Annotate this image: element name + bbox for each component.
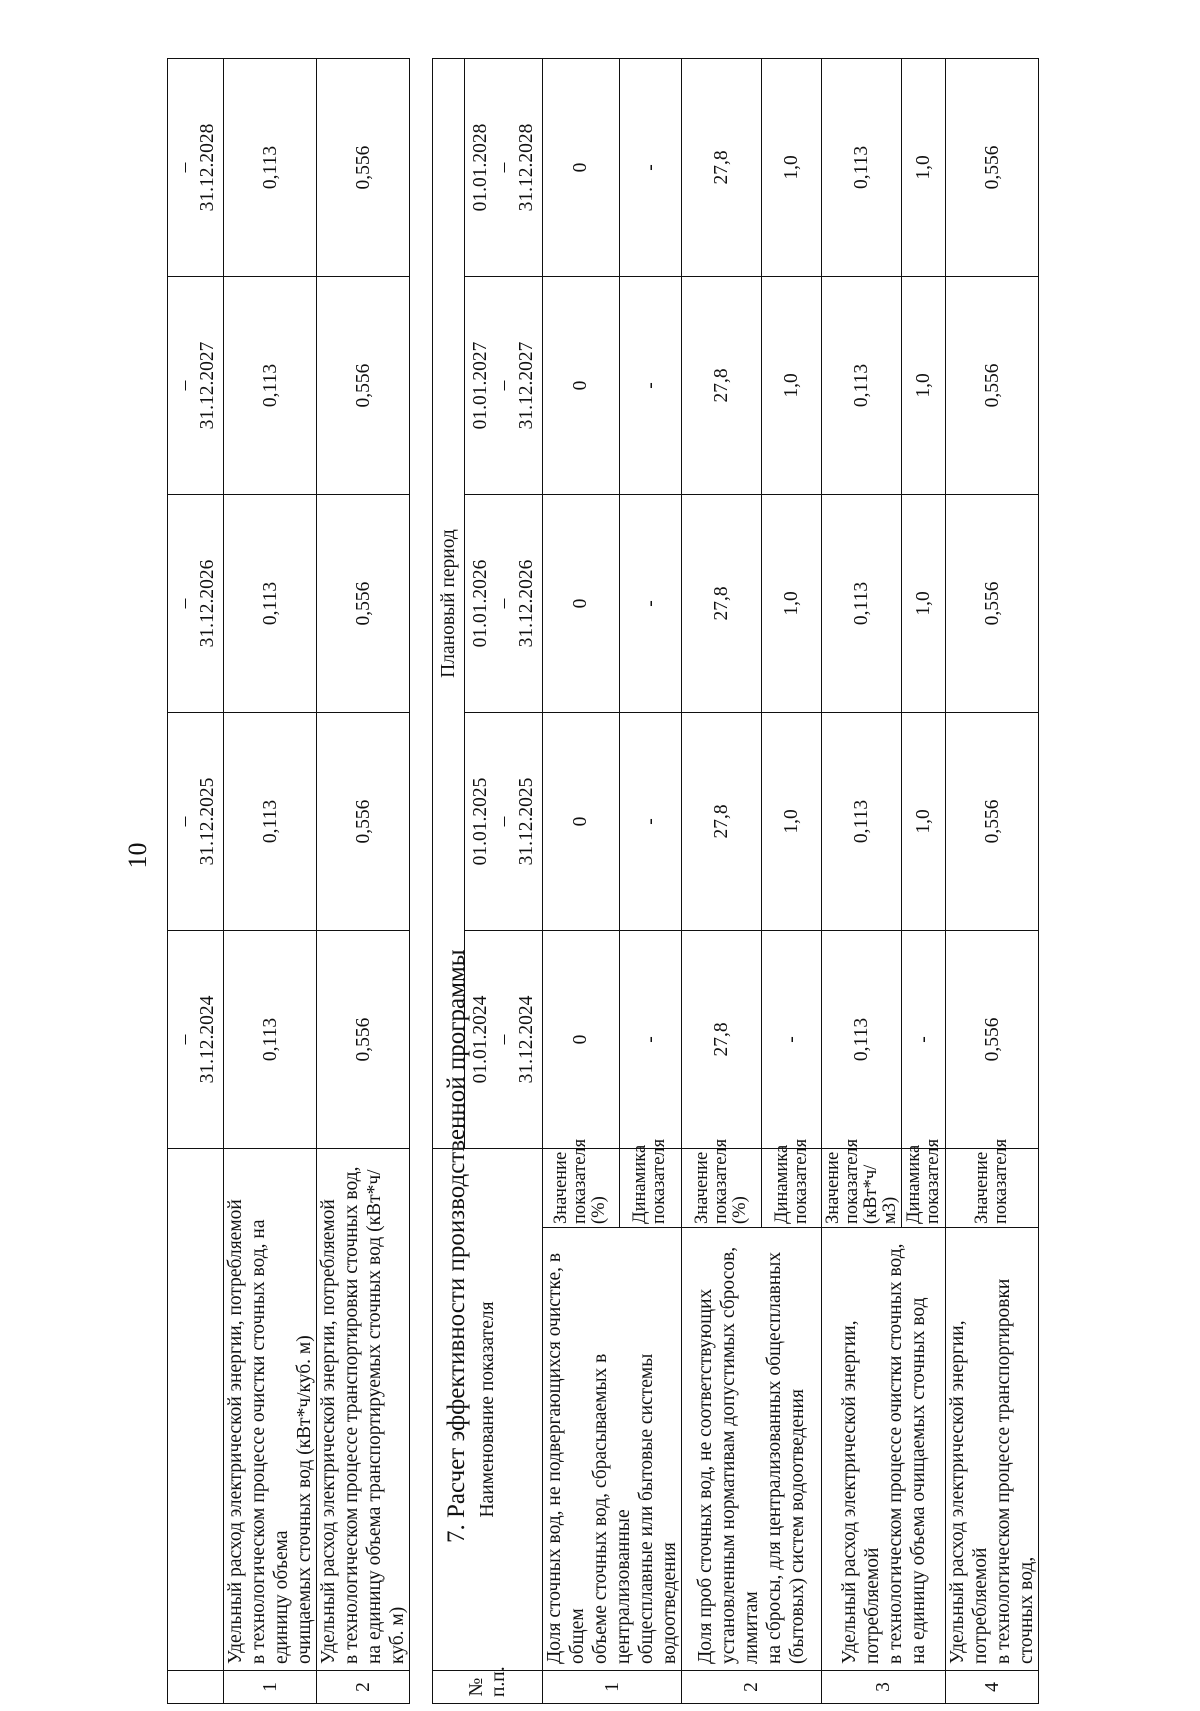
text-line: на единицу объема транспортируемых сточных вод (кВт*ч/куб. м)	[364, 1169, 408, 1664]
value-cell: 0,556	[946, 276, 1039, 494]
value-cell: 1,0	[762, 494, 822, 712]
header-name: Наименование показателя	[433, 1148, 543, 1670]
indicator-name	[682, 1228, 822, 1671]
indicator-name	[224, 1149, 317, 1671]
period-dash: –	[173, 162, 195, 173]
period-dash: –	[493, 380, 514, 391]
period-end: 31.12.2024	[196, 995, 218, 1084]
period-end: 31.12.2026	[196, 559, 218, 648]
indicator-subtype	[619, 1138, 681, 1227]
value-cell: 0,113	[224, 713, 317, 931]
text-line: Удельный расход электрической энергии, потребляемой	[225, 1199, 246, 1664]
period-dash: –	[173, 380, 195, 391]
text-line: Динамика	[630, 1144, 651, 1224]
value-cell: 27,8	[682, 494, 762, 712]
text-line: Динамика	[771, 1144, 792, 1224]
table-row	[543, 58, 620, 1703]
energy-consumption-table	[167, 58, 410, 1704]
indicator-subtype	[682, 1138, 762, 1227]
text-line: (%)	[730, 1196, 750, 1224]
value-cell: 0,113	[224, 931, 317, 1149]
page-number: 10	[123, 842, 152, 869]
text-line: на единицу объема очищаемых сточных вод	[907, 1297, 929, 1664]
text-line: Доля сточных вод, не подвергающихся очистке, в общем	[544, 1252, 588, 1664]
value-cell: 1,0	[902, 58, 946, 276]
text-line: показателя	[711, 1138, 731, 1224]
value-cell: 0	[543, 494, 620, 712]
text-line: показателя	[841, 1138, 862, 1224]
indicator-subtype	[946, 1138, 1039, 1227]
text-line: Динамика	[903, 1144, 924, 1224]
text-line: очищаемых сточных вод (кВт*ч/куб. м)	[294, 1335, 315, 1664]
row-number: 1	[543, 1671, 682, 1704]
text-line: Значение	[692, 1151, 712, 1224]
value-cell: 0,113	[822, 494, 902, 712]
indicator-subtype	[762, 1138, 822, 1227]
period-from: 01.01.2027	[470, 341, 491, 430]
value-cell: 27,8	[682, 712, 762, 930]
table-row	[317, 59, 410, 1704]
value-cell: 1,0	[762, 58, 822, 276]
value-cell: 1,0	[762, 276, 822, 494]
header-row	[168, 59, 224, 1704]
value-cell: -	[619, 494, 681, 712]
value-cell: 27,8	[682, 930, 762, 1148]
period-end: 31.12.2027	[196, 341, 218, 430]
period-header	[465, 712, 543, 930]
row-number: 1	[224, 1671, 317, 1704]
value-cell: 0	[543, 58, 620, 276]
text-line: Удельный расход электрической энергии, потребляемой	[838, 1320, 883, 1664]
text-line: на сбросы, для централизованных общесплавных	[764, 1251, 785, 1664]
value-cell: 0,113	[224, 59, 317, 277]
value-cell: 27,8	[682, 276, 762, 494]
text-line: показателя	[991, 1138, 1011, 1224]
period-header	[168, 495, 224, 713]
value-cell: 1,0	[902, 494, 946, 712]
planned-period-header: Плановый период	[433, 58, 465, 1148]
text-line: общесплавные или бытовые системы водоотведения	[636, 1353, 680, 1664]
value-cell: 0,113	[224, 277, 317, 495]
table-row	[224, 59, 317, 1704]
period-to: 31.12.2026	[516, 559, 537, 648]
text-line: (%)	[589, 1196, 610, 1224]
period-dash: –	[493, 162, 514, 173]
row-number: 2	[682, 1671, 822, 1704]
value-cell: 0,113	[822, 712, 902, 930]
header-row-1	[433, 58, 465, 1703]
period-to: 31.12.2024	[516, 995, 537, 1084]
text-line: показателя	[649, 1138, 670, 1224]
period-dash: –	[173, 816, 195, 827]
period-dash: –	[173, 598, 195, 609]
header-num: № п.п.	[433, 1671, 543, 1704]
value-cell: 0,556	[317, 495, 410, 713]
indicator-name	[543, 1228, 682, 1671]
period-header	[168, 713, 224, 931]
text-line: показателя	[790, 1138, 811, 1224]
table-row	[946, 58, 1039, 1703]
value-cell: 1,0	[902, 276, 946, 494]
text-line: Значение	[822, 1151, 843, 1224]
indicator-name	[317, 1149, 410, 1671]
header-cell-num	[168, 1671, 224, 1704]
period-from: 01.01.2028	[470, 123, 491, 212]
period-end: 31.12.2025	[196, 777, 218, 866]
value-cell: -	[762, 930, 822, 1148]
value-cell: 0,556	[317, 931, 410, 1149]
efficiency-table	[432, 58, 1039, 1704]
period-to: 31.12.2027	[516, 341, 537, 430]
period-to: 31.12.2025	[516, 777, 537, 866]
period-from: 01.01.2024	[470, 995, 491, 1084]
value-cell: 0,556	[946, 494, 1039, 712]
period-header	[168, 931, 224, 1149]
value-cell: 0,556	[946, 712, 1039, 930]
text-line: Значение	[551, 1151, 572, 1224]
value-cell: -	[619, 712, 681, 930]
value-cell: 0,113	[224, 495, 317, 713]
value-cell: 0,556	[946, 930, 1039, 1148]
section-heading: 7. Расчет эффективности производственной программы	[443, 949, 470, 1543]
value-cell: 0,113	[822, 276, 902, 494]
period-header	[168, 277, 224, 495]
period-dash: –	[493, 816, 514, 827]
period-header	[168, 59, 224, 277]
value-cell: 0	[543, 276, 620, 494]
value-cell: 0,556	[946, 58, 1039, 276]
indicator-subtype	[822, 1138, 902, 1227]
text-line: в технологическом процессе транспортировки сточных вод,	[993, 1278, 1037, 1664]
value-cell: -	[619, 58, 681, 276]
text-line: в технологическом процессе очистки сточных вод,	[884, 1243, 906, 1664]
text-line: в технологическом процессе транспортировки сточных вод,	[341, 1166, 362, 1664]
value-cell: 27,8	[682, 58, 762, 276]
value-cell: 0,556	[317, 59, 410, 277]
period-header	[465, 58, 543, 276]
indicator-subtype	[902, 1138, 946, 1227]
indicator-name	[822, 1228, 946, 1671]
header-cell-name	[168, 1149, 224, 1671]
text-line: показателя	[922, 1138, 943, 1224]
period-end: 31.12.2028	[196, 123, 218, 212]
table-row	[822, 58, 902, 1703]
period-dash: –	[493, 1034, 514, 1045]
value-cell: -	[619, 930, 681, 1148]
value-cell: 0	[543, 712, 620, 930]
table-row	[682, 58, 762, 1703]
text-line: показателя	[570, 1138, 591, 1224]
text-line: объеме сточных вод, сбрасываемых в централизованные	[590, 1353, 634, 1664]
value-cell: 0,113	[822, 58, 902, 276]
text-line: (кВт*ч/м3)	[860, 1164, 900, 1224]
row-number: 2	[317, 1671, 410, 1704]
value-cell: 1,0	[762, 712, 822, 930]
value-cell: 0	[543, 930, 620, 1148]
row-number: 3	[822, 1671, 946, 1704]
text-line: Удельный расход электрической энергии, потребляемой	[318, 1199, 339, 1664]
period-from: 01.01.2026	[470, 559, 491, 648]
text-line: Удельный расход электрической энергии, потребляемой	[947, 1320, 991, 1664]
period-header	[465, 276, 543, 494]
value-cell: 0,113	[822, 930, 902, 1148]
period-to: 31.12.2028	[516, 123, 537, 212]
value-cell: -	[619, 276, 681, 494]
period-header	[465, 930, 543, 1148]
value-cell: -	[902, 930, 946, 1148]
value-cell: 0,556	[317, 277, 410, 495]
indicator-name	[946, 1228, 1039, 1671]
period-dash: –	[493, 598, 514, 609]
text-line: в технологическом процессе очистки сточных вод, на единицу объема	[248, 1219, 292, 1664]
text-line: Значение	[972, 1151, 992, 1224]
value-cell: 0,556	[317, 713, 410, 931]
period-dash: –	[173, 1034, 195, 1045]
indicator-subtype	[543, 1138, 620, 1227]
text-line: (бытовых) систем водоотведения	[787, 1389, 808, 1664]
value-cell: 1,0	[902, 712, 946, 930]
text-line: установленным нормативам допустимых сбросов, лимитам	[718, 1246, 762, 1664]
row-number: 4	[946, 1671, 1039, 1704]
period-header	[465, 494, 543, 712]
text-line: Доля проб сточных вод, не соответствующих	[695, 1288, 716, 1664]
period-from: 01.01.2025	[470, 777, 491, 866]
